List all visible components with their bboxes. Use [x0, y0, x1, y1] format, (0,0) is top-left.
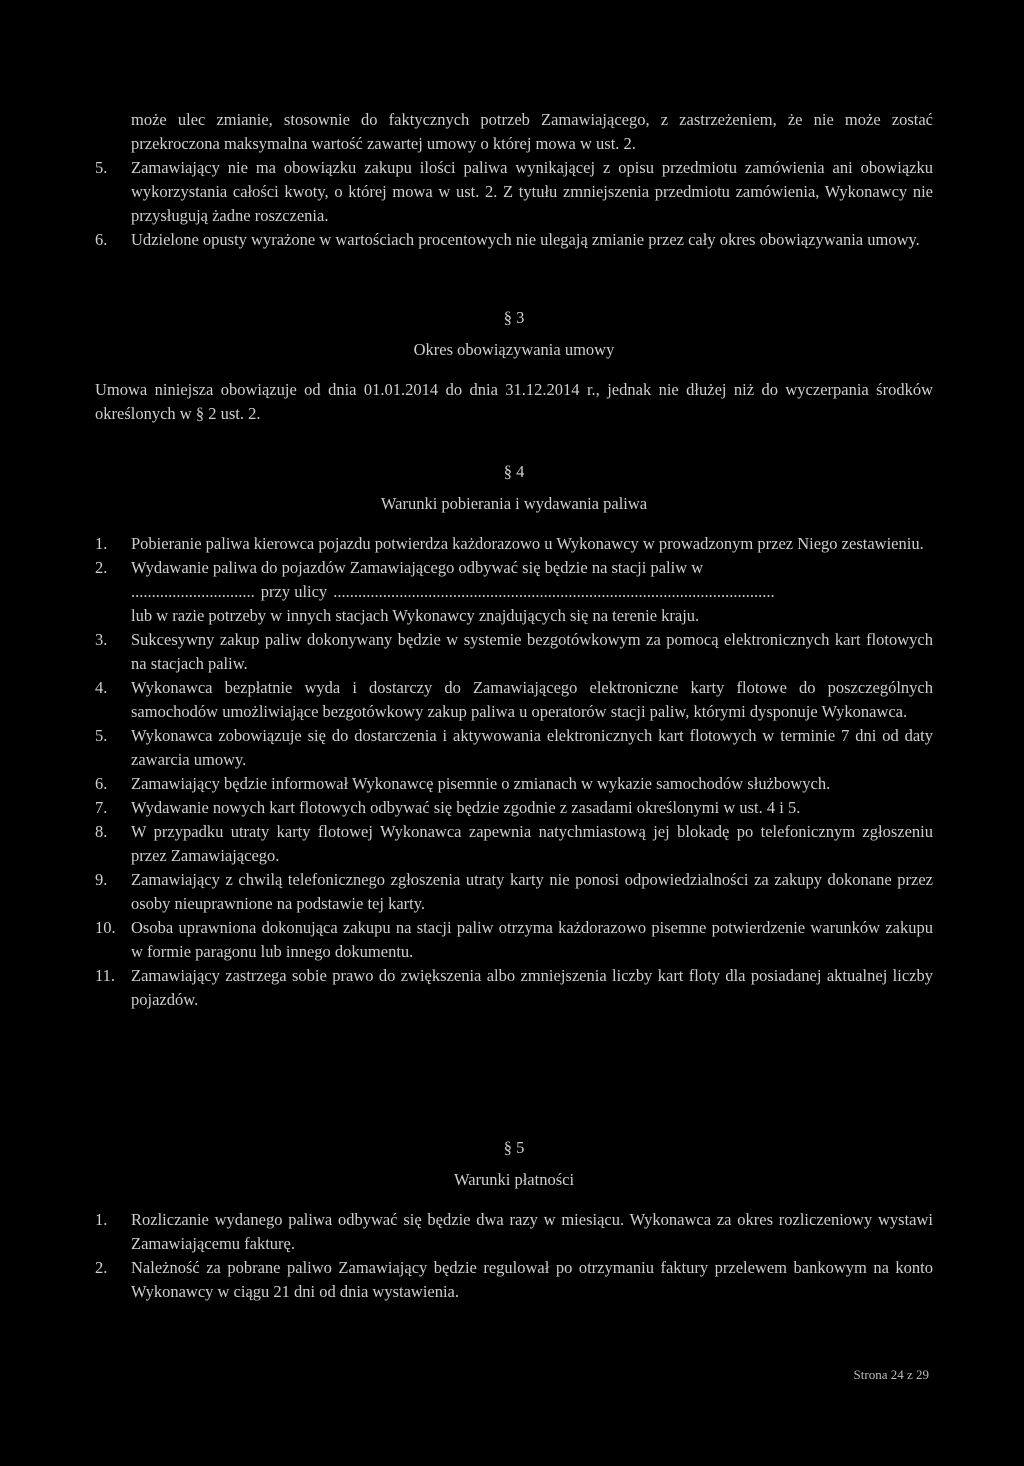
fill-label-street: przy ulicy — [260, 582, 328, 601]
section-3-number: § 3 — [503, 308, 525, 327]
section-4-title: Warunki pobierania i wydawania paliwa — [380, 494, 648, 513]
list-item — [95, 228, 933, 252]
list-item — [95, 724, 933, 772]
list-item — [95, 796, 933, 820]
item-text-rest: lub w razie potrzeby w innych stacjach Wykonawcy znajdujących się na terenie kraju. — [131, 606, 700, 625]
item-text: Zamawiający z chwilą telefonicznego zgłoszenia utraty karty nie ponosi odpowiedzialności za zakupy dokonane przez osoby nieuprawnione na podstawie tej karty. — [131, 870, 933, 913]
item-number: 4. — [95, 678, 108, 697]
fill-dots-left: .............................. — [131, 582, 255, 601]
item-number: 5. — [95, 158, 108, 177]
item-text: Pobieranie paliwa kierowca pojazdu potwierdza każdorazowo u Wykonawcy w prowadzonym przez Niego zestawieniu. — [131, 534, 924, 553]
list-item — [95, 628, 933, 676]
list-item — [95, 772, 933, 796]
list-item — [95, 916, 933, 964]
list-item — [95, 964, 933, 1012]
section-3 — [95, 306, 933, 426]
item-number: 2. — [95, 1258, 108, 1277]
item-text: Wydawanie paliwa do pojazdów Zamawiającego odbywać się będzie na stacji paliw w — [131, 558, 704, 577]
item-number: 6. — [95, 774, 108, 793]
list-item — [95, 820, 933, 868]
item-number: 1. — [95, 1210, 108, 1229]
item-number: 6. — [95, 230, 108, 249]
list-item — [95, 532, 933, 556]
list-item — [95, 1208, 933, 1256]
item-text: Zamawiający nie ma obowiązku zakupu ilości paliwa wynikającej z opisu przedmiotu zamówienia ani obowiązku wykorzystania całości kwoty, o której mowa w ust. 2. Z tytułu zmniejszenia przedmiotu zamówienia, Wykonawcy nie przysługują żadne roszczenia. — [131, 158, 933, 225]
list-item — [95, 556, 933, 628]
item-number: 1. — [95, 534, 108, 553]
item-text: Należność za pobrane paliwo Zamawiający będzie regulował po otrzymaniu faktury przelewem bankowym na konto Wykonawcy w ciągu 21 dni od dnia wystawienia. — [131, 1258, 933, 1301]
section-4-number: § 4 — [503, 462, 525, 481]
section-3-title: Okres obowiązywania umowy — [413, 340, 615, 359]
item-text: Osoba uprawniona dokonująca zakupu na stacji paliw otrzyma każdorazowo pisemne potwierdzenie warunków zakupu w formie paragonu lub innego dokumentu. — [131, 918, 933, 961]
item-number: 11. — [95, 966, 116, 985]
section-5-number: § 5 — [503, 1138, 525, 1157]
item-number: 8. — [95, 822, 108, 841]
item-text: W przypadku utraty karty flotowej Wykonawca zapewnia natychmiastową jej blokadę po telefonicznym zgłoszeniu przez Zamawiającego. — [131, 822, 933, 865]
item-text: Wykonawca zobowiązuje się do dostarczenia i aktywowania elektronicznych kart flotowych w terminie 7 dni od daty zawarcia umowy. — [131, 726, 933, 769]
top-section — [95, 108, 933, 252]
item-text: Zamawiający zastrzega sobie prawo do zwiększenia albo zmniejszenia liczby kart floty dla posiadanej aktualnej liczby pojazdów. — [131, 966, 933, 1009]
item-text: Wykonawca bezpłatnie wyda i dostarczy do Zamawiającego elektroniczne karty flotowe do poszczególnych samochodów umożliwiające bezgotówkowy zakup paliwa u operatorów stacji paliw, którymi dysponuje Wykonawca. — [131, 678, 933, 721]
section-4 — [95, 460, 933, 1012]
item-number: 7. — [95, 798, 108, 817]
list-item — [95, 868, 933, 916]
address-fill-line — [131, 580, 933, 604]
item-text: Zamawiający będzie informował Wykonawcę pisemnie o zmianach w wykazie samochodów służbowych. — [131, 774, 831, 793]
list-item — [95, 156, 933, 228]
item-text: Wydawanie nowych kart flotowych odbywać się będzie zgodnie z zasadami określonymi w ust. 4 i 5. — [131, 798, 801, 817]
section-3-text: Umowa niniejsza obowiązuje od dnia 01.01.2014 do dnia 31.12.2014 r., jednak nie dłużej niż do wyczerpania środków określonych w § 2 ust. 2. — [95, 380, 933, 423]
item-number: 5. — [95, 726, 108, 745]
item-text: Rozliczanie wydanego paliwa odbywać się będzie dwa razy w miesiącu. Wykonawca za okres rozliczeniowy wystawi Zamawiającemu fakturę. — [131, 1210, 933, 1253]
item-number: 9. — [95, 870, 108, 889]
section-5 — [95, 1136, 933, 1304]
page-number: Strona 24 z 29 — [853, 1367, 929, 1382]
item-number: 2. — [95, 558, 108, 577]
item-number: 10. — [95, 918, 116, 937]
list-item — [95, 676, 933, 724]
list-item — [95, 1256, 933, 1304]
item-number: 3. — [95, 630, 108, 649]
item-text: Udzielone opusty wyrażone w wartościach procentowych nie ulegają zmianie przez cały okres obowiązywania umowy. — [131, 230, 920, 249]
fill-dots-right: ........................................................................................................... — [333, 582, 775, 601]
item-text: Sukcesywny zakup paliw dokonywany będzie w systemie bezgotówkowym za pomocą elektronicznych kart flotowych na stacjach paliw. — [131, 630, 933, 673]
continuation-text: może ulec zmianie, stosownie do faktycznych potrzeb Zamawiającego, z zastrzeżeniem, że nie może zostać przekroczona maksymalna wartość zawartej umowy o której mowa w ust. 2. — [131, 110, 933, 153]
section-5-title: Warunki płatności — [453, 1170, 575, 1189]
